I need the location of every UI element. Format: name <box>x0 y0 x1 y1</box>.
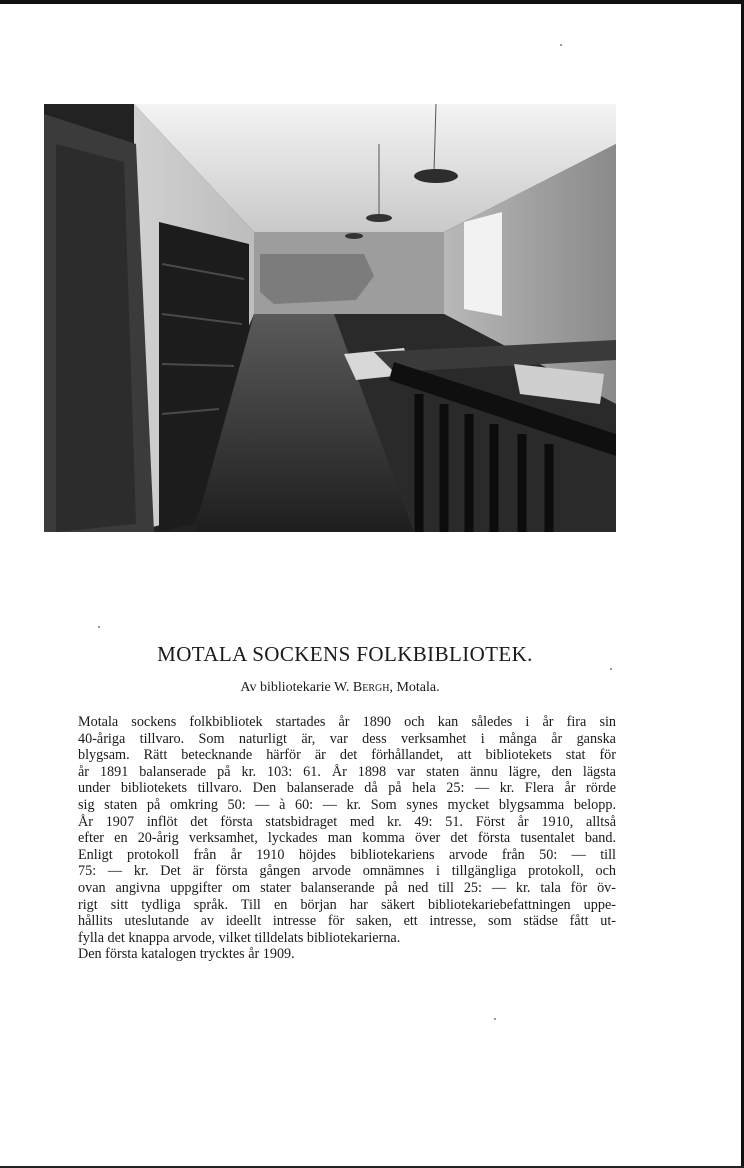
byline-prefix: Av bibliotekarie W. <box>240 680 350 695</box>
text-line: blygsam. Rätt betecknande härför är det förhållandet, att bibliotekets stat för <box>78 747 616 764</box>
text-line: hållits uteslutande av ideellt intresse för saken, ett intresse, som städse fått ut- <box>78 913 616 930</box>
scan-edge-top <box>0 0 744 4</box>
text-line: 75: — kr. Det är första gången arvode omnämnes i tillgängliga protokoll, och <box>78 863 616 880</box>
text-line: sig staten på omkring 50: — à 60: — kr. Som synes mycket blygsamma belopp. <box>78 796 616 813</box>
text-line: under bibliotekets tillvaro. Den balanserade då på hela 25: — kr. Flera år rörde <box>78 780 616 797</box>
text-line: 40-åriga tillvaro. Som naturligt är, var dess verksamhet i många år ganska <box>78 730 616 747</box>
text-line: Motala sockens folkbibliotek startades år 1890 och kan således i år fira sin <box>78 714 616 730</box>
scan-speck <box>610 668 612 670</box>
text-line: fylla det knappa arvode, vilket tilldelats bibliotekarierna. <box>78 929 401 946</box>
paragraph-2 <box>56 847 616 947</box>
text-line: år 1891 balanserade på kr. 103: 61. År 1898 var staten ännu lägre, den lägsta <box>78 763 616 780</box>
byline-author: Bergh <box>352 680 390 695</box>
text-line: rigt sitt tydliga språk. Till en början har säkert bibliotekariebefattningen uppe- <box>78 896 616 913</box>
article-body <box>56 714 616 963</box>
byline-suffix: , Motala. <box>389 680 440 695</box>
paragraph-1 <box>56 714 616 847</box>
text-line: Enligt protokoll från år 1910 höjdes bibliotekariens arvode från 50: — till <box>78 846 616 863</box>
byline <box>0 680 680 696</box>
text-line: efter en 20-årig verksamhet, lyckades man komma över det första tusentalet band. <box>78 830 616 847</box>
text-line: Den första katalogen trycktes år 1909. <box>78 946 295 963</box>
library-interior-photo <box>44 104 616 532</box>
article-title: MOTALA SOCKENS FOLKBIBLIOTEK. <box>157 642 533 666</box>
text-line: ovan angivna uppgifter om stater balanserande på ned till 25: — kr. tala för öv- <box>78 879 616 896</box>
scan-speck <box>98 626 100 628</box>
scan-speck <box>560 44 562 46</box>
paragraph-3 <box>56 946 616 963</box>
scan-speck <box>494 1018 496 1020</box>
text-line: År 1907 inflöt det första statsbidraget med kr. 49: 51. Först år 1910, alltså <box>78 813 616 830</box>
